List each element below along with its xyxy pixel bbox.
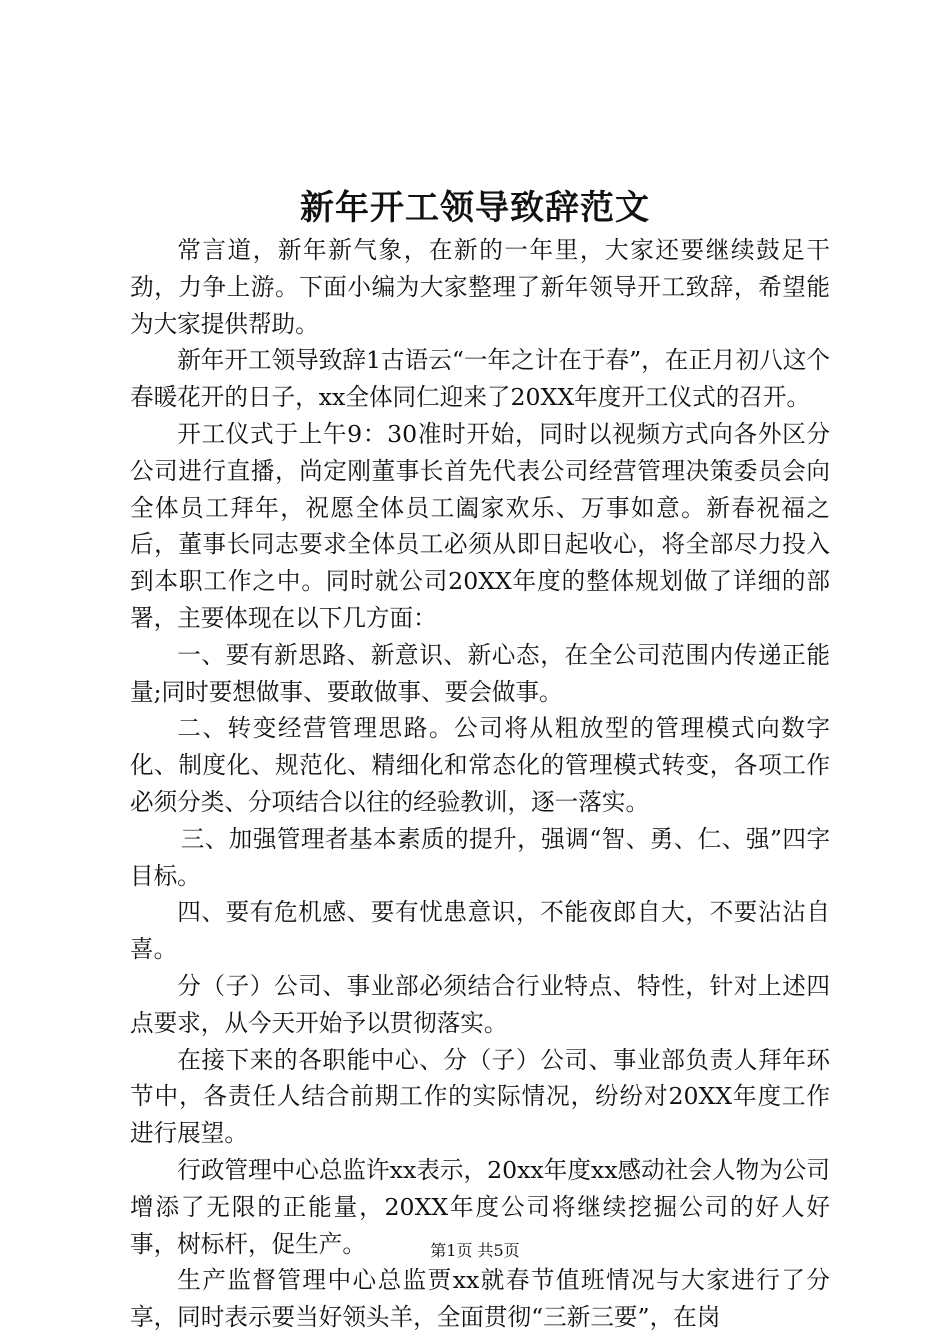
paragraph-point-4: 四、要有危机感、要有忧患意识，不能夜郎自大，不要沾沾自喜。 [130, 898, 830, 964]
page-footer: 第1页 共5页 [430, 1241, 520, 1260]
paragraph-admin-director: 行政管理中心总监许xx表示，20xx年度xx感动社会人物为公司增添了无限的正能量，20XX年度公司将继续挖掘公司的好人好事，树标杆，促生产。 [130, 1155, 830, 1258]
paragraph-subsidiaries: 分（子）公司、事业部必须结合行业特点、特性，针对上述四点要求，从今天开始予以贯彻落实。 [130, 971, 830, 1037]
paragraph-point-3: 三、加强管理者基本素质的提升，强调“智、勇、仁、强”四字目标。 [130, 824, 830, 890]
document-body [130, 232, 830, 1336]
paragraph-speech-1: 新年开工领导致辞1古语云“一年之计在于春”，在正月初八这个春暖花开的日子，xx全体同仁迎来了20XX年度开工仪式的召开。 [130, 346, 830, 412]
document-title: 新年开工领导致辞范文 [300, 188, 650, 228]
paragraph-point-1: 一、要有新思路、新意识、新心态，在全公司范围内传递正能量;同时要想做事、要敢做事、要会做事。 [130, 640, 830, 706]
paragraph-point-2: 二、转变经营管理思路。公司将从粗放型的管理模式向数字化、制度化、规范化、精细化和常态化的管理模式转变，各项工作必须分类、分项结合以往的经验教训，逐一落实。 [130, 714, 830, 816]
paragraph-production-director: 生产监督管理中心总监贾xx就春节值班情况与大家进行了分享，同时表示要当好领头羊，全面贯彻“三新三要”，在岗 [130, 1266, 830, 1332]
paragraph-intro: 常言道，新年新气象，在新的一年里，大家还要继续鼓足干劲，力争上游。下面小编为大家整理了新年领导开工致辞，希望能为大家提供帮助。 [130, 236, 830, 338]
paragraph-ceremony: 开工仪式于上午9：30准时开始，同时以视频方式向各外区分公司进行直播，尚定刚董事长首先代表公司经营管理决策委员会向全体员工拜年，祝愿全体员工阖家欢乐、万事如意。新春祝福之后，董事长同志要求全体员工必须从即日起收心，将全部尽力投入到本职工作之中。同时就公司20XX年度的整体规划做了详细的部署，主要体现在以下几方面： [130, 419, 830, 632]
paragraph-outlook: 在接下来的各职能中心、分（子）公司、事业部负责人拜年环节中，各责任人结合前期工作的实际情况，纷纷对20XX年度工作进行展望。 [130, 1045, 830, 1148]
